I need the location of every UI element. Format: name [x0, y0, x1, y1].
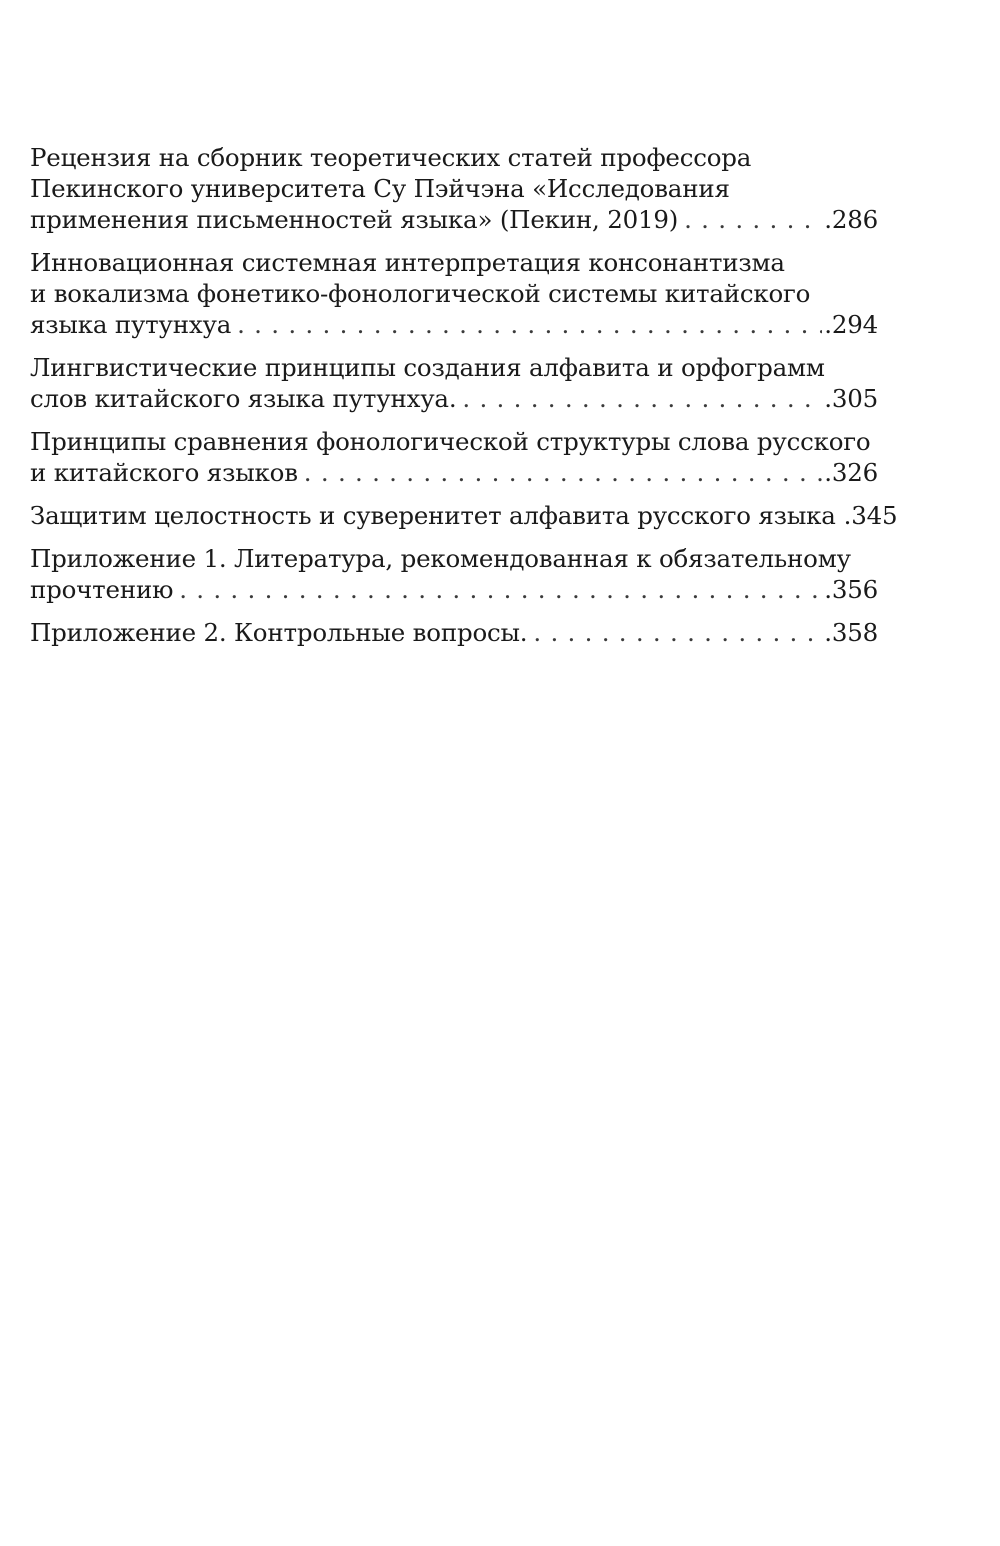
dot-leader [179, 574, 822, 605]
toc-entry-title-line: и китайского языков [30, 458, 298, 487]
toc-page-number: .294 [824, 310, 878, 339]
toc-entry-last-line [30, 617, 878, 648]
toc-entry-title-line: Приложение 2. Контрольные вопросы. [30, 618, 528, 647]
dot-leader [462, 383, 822, 414]
dot-leader [533, 617, 822, 648]
toc-entry[interactable] [30, 426, 878, 488]
toc-page-number: .356 [824, 575, 878, 604]
dot-leader [304, 457, 822, 488]
toc-page-number: .326 [824, 458, 878, 487]
table-of-contents [30, 142, 898, 660]
toc-entry-title-line: Принципы сравнения фонологической структуры слова русского [30, 427, 871, 456]
toc-page-number: .305 [824, 384, 878, 413]
toc-entry-title-line: Рецензия на сборник теоретических статей профессора [30, 143, 752, 172]
toc-entry-title-line: слов китайского языка путунхуа. [30, 384, 457, 413]
dot-leader [237, 309, 822, 340]
toc-entry-title-line: Инновационная системная интерпретация консонантизма [30, 248, 785, 277]
toc-entry-last-line [30, 204, 878, 235]
toc-entry-title-line: Пекинского университета Су Пэйчэна «Исследования [30, 174, 730, 203]
toc-page-number: .345 [843, 501, 898, 530]
dot-leader [684, 204, 822, 235]
toc-page-number: .358 [824, 618, 878, 647]
toc-entry[interactable] [30, 617, 878, 648]
toc-entry-last-line [30, 309, 878, 340]
toc-entry-last-line [30, 500, 898, 531]
toc-page-number: .286 [824, 205, 878, 234]
toc-entry-title-line: Защитим целостность и суверенитет алфавита русского языка [30, 501, 836, 530]
toc-entry[interactable] [30, 543, 878, 605]
toc-entry-title-line: языка путунхуа [30, 310, 232, 339]
toc-entry[interactable] [30, 500, 898, 531]
toc-entry-title-line: Лингвистические принципы создания алфавита и орфограмм [30, 353, 825, 382]
toc-entry[interactable] [30, 352, 878, 414]
toc-entry-title-line: прочтению [30, 575, 174, 604]
toc-entry-title-line: Приложение 1. Литература, рекомендованная к обязательному [30, 544, 851, 573]
toc-entry-last-line [30, 574, 878, 605]
toc-entry-title-line: и вокализма фонетико-фонологической системы китайского [30, 279, 811, 308]
toc-entry-last-line [30, 457, 878, 488]
toc-entry[interactable] [30, 247, 878, 340]
toc-entry[interactable] [30, 142, 878, 235]
toc-entry-last-line [30, 383, 878, 414]
toc-entry-title-line: применения письменностей языка» (Пекин, 2019) [30, 205, 679, 234]
